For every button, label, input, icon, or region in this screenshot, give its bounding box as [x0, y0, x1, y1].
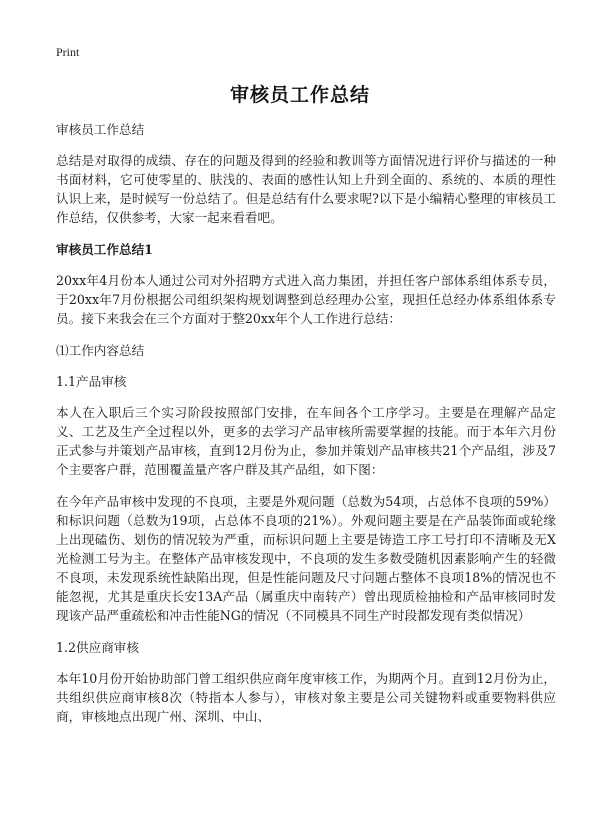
supplier-audit-heading: 1.2供应商审核 [56, 640, 139, 655]
supplier-audit-paragraph: 本年10月份开始协助部门曾工组织供应商年度审核工作，为期两个月。直到12月份为止，共组织供应商审核8次（特指本人参与），审核对象主要是公司关键物料或重要物料供应商，审核地点出现广州、深圳、中山、 [56, 671, 556, 724]
document-title: 审核员工作总结 [229, 84, 370, 106]
product-audit-paragraph-1: 本人在入职后三个实习阶段按照部门安排，在车间各个工序学习。主要是在理解产品定义、工艺及生产全过程以外，更多的去学习产品审核所需要掌握的技能。而于本年六月份正式参与并策划产品审核，直到12月份为止，参加并策划产品审核共21个产品组，涉及7个主要客户群，范围覆盖量产客户群及其产品组，如下图： [56, 405, 556, 477]
section-heading: 审核员工作总结1 [56, 242, 153, 257]
print-link[interactable]: Print [56, 45, 80, 59]
product-audit-paragraph-2: 在今年产品审核中发现的不良项，主要是外观问题（总数为54项，占总体不良项的59%）和标识问题（总数为19项，占总体不良项的21%）。外观问题主要是在产品装饰面或轮缘上出现磕伤、划伤的情况较为严重，而标识问题上主要是铸造工序工号打印不清晰及无X光检测工号为主。在整体产品审核发现中，不良项的发生多数受随机因素影响产生的轻微不良项，未发现系统性缺陷出现，但是性能问题及尺寸问题占整体不良项18%的情况也不能忽视，尤其是重庆长安13A产品（属重庆中南转产）曾出现质检抽检和产品审核同时发现该产品严重疏松和冲击性能NG的情况（不同模具不同生产时段都发现有类似情况） [56, 494, 556, 623]
section1-paragraph: 20xx年4月份本人通过公司对外招聘方式进入高力集团，并担任客户部体系组体系专员，于20xx年7月份根据公司组织架构规划调整到总经理办公室，现担任总经办体系组体系专员。接下来我会在三个方面对于整20xx年个人工作进行总结： [56, 273, 556, 326]
intro-paragraph: 总结是对取得的成绩、存在的问题及得到的经验和教训等方面情况进行评价与描述的一种书面材料，它可使零星的、肤浅的、表面的感性认知上升到全面的、系统的、本质的理性认识上来，是时候写一份总结了。但是总结有什么要求呢?以下是小编精心整理的审核员工作总结，仅供参考，大家一起来看看吧。 [56, 153, 556, 225]
document-subtitle: 审核员工作总结 [56, 122, 145, 137]
work-content-heading: ⑴工作内容总结 [56, 343, 145, 358]
document-body [56, 120, 556, 739]
product-audit-heading: 1.1产品审核 [56, 374, 127, 389]
